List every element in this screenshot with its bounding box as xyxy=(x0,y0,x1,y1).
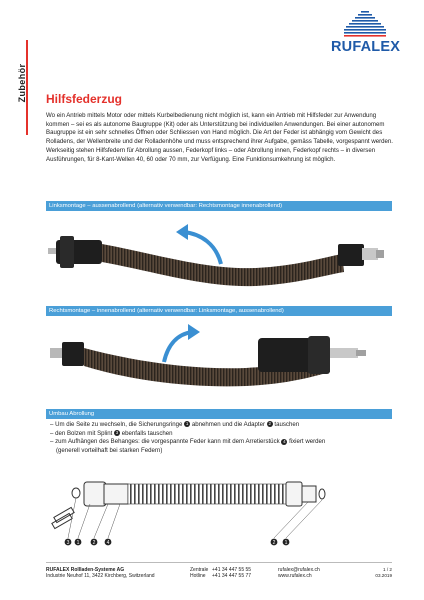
callout-left-4-label: 4 xyxy=(106,539,110,546)
step-3-note: (generell vorteilhaft bei starken Federn) xyxy=(56,446,163,454)
page-title: Hilfsfederzug xyxy=(46,92,123,106)
footer-web[interactable]: www.rufalex.ch xyxy=(278,573,312,580)
footer-email[interactable]: rufalex@rufalex.ch xyxy=(278,567,320,573)
step-3-text-a: – zum Aufhängen des Behanges: die vorgespannte Feder kann mit dem Arretierstück xyxy=(50,438,282,446)
section-band-conversion-label: Umbau Abrollung xyxy=(49,411,95,417)
callout-4-badge: 4 xyxy=(283,438,286,444)
step-2 xyxy=(50,430,390,439)
section-band-right-mount-label: Rechtsmontage – innenabrollend (alternativ verwendbar: Linksmontage, aussenabrollend) xyxy=(49,308,284,314)
callout-3-badge: 3 xyxy=(115,429,119,435)
intro-paragraph-1: Wo ein Antrieb mittels Motor oder mittels Kurbelbedienung nicht möglich ist, kann ein Antrieb mit Hilfsfeder zur Anwendung kommen – sei es als autonome Baugruppe (Kit) oder als Unterstützung bei individuellen Anwendungen. Bei einer autonomem Baugruppe ist ein sehr schnelles Öffnen oder Schliessen von Hand möglich. Die Art der Feder ist abhängig vom Gewicht des Rolladens, der Wellenbreite und der Rolladenhöhe und muss entsprechend ihrer Aufgabe, gemäss Tabelle, vorgespannt werden. xyxy=(46,112,394,146)
step-1-text-b: abnehmen und die Adapter xyxy=(190,421,267,428)
footer-page: 1 / 2 xyxy=(383,567,392,572)
step-2-text-b: ebenfalls tauschen xyxy=(120,429,173,437)
spring-right-mount-image xyxy=(46,318,392,400)
intro-text xyxy=(46,112,398,164)
intro-paragraph-2: Werkseitig stehen Hilfsfedern für Abrollung aussen, Federkopf links – oder Abrollung innen, Federkopf rechts – in diversen Ausführungen, für 8-Kant-Wellen 40, 60 oder 70 mm, zur Verfügung. Eine Funktionsumkehrung ist möglich. xyxy=(46,146,376,163)
step-1 xyxy=(50,421,390,430)
callout-left-1-label: 3 xyxy=(66,539,70,546)
step-1-text-c: tauschen xyxy=(272,421,300,428)
footer-central-label: Zentrale xyxy=(190,567,209,573)
callout-2-badge: 2 xyxy=(268,421,271,427)
sidebar-label: Zubehör xyxy=(17,63,27,103)
footer-phone-block xyxy=(190,567,251,580)
exploded-spring-drawing xyxy=(46,470,392,550)
footer-contact-block xyxy=(278,567,320,580)
footer-hotline-label: Hotline xyxy=(190,573,206,580)
step-3 xyxy=(50,438,390,447)
step-3-text-b: fixiert werden xyxy=(287,438,326,446)
callout-left-2-label: 1 xyxy=(76,539,80,546)
conversion-steps xyxy=(50,421,390,455)
footer-company-block xyxy=(46,567,155,580)
spring-left-mount-image xyxy=(46,214,392,306)
step-1-text-a: – Um die Seite zu wechseln, die Sicherungsringe xyxy=(50,421,185,428)
brand-name: RUFALEX xyxy=(331,39,401,55)
section-band-conversion xyxy=(46,409,392,419)
section-band-left-mount-label: Linksmontage – aussenabrollend (alternativ verwendbar: Rechtsmontage innenabrollend) xyxy=(49,203,283,209)
callout-right-1-label: 2 xyxy=(272,539,276,546)
footer-address: Industrie Neuhof 11, 3422 Kirchberg, Switzerland xyxy=(46,573,155,580)
footer-hotline-phone: +41 34 447 55 77 xyxy=(212,573,252,580)
footer-central-phone: +41 34 447 55 55 xyxy=(212,567,252,573)
section-band-left-mount xyxy=(46,201,392,211)
footer-page-block xyxy=(360,567,392,580)
rufalex-logo-icon xyxy=(344,10,386,38)
callout-right-2-label: 1 xyxy=(284,539,288,546)
footer-company: RUFALEX Rollladen-Systeme AG xyxy=(46,567,125,573)
footer-rule xyxy=(46,562,392,563)
step-2-text-a: – den Bolzen mit Splint xyxy=(50,429,115,437)
callout-1-badge: 1 xyxy=(185,421,189,427)
section-band-right-mount xyxy=(46,306,392,316)
footer-date: 03.2019 xyxy=(375,573,392,579)
callout-left-3-label: 2 xyxy=(92,539,96,546)
